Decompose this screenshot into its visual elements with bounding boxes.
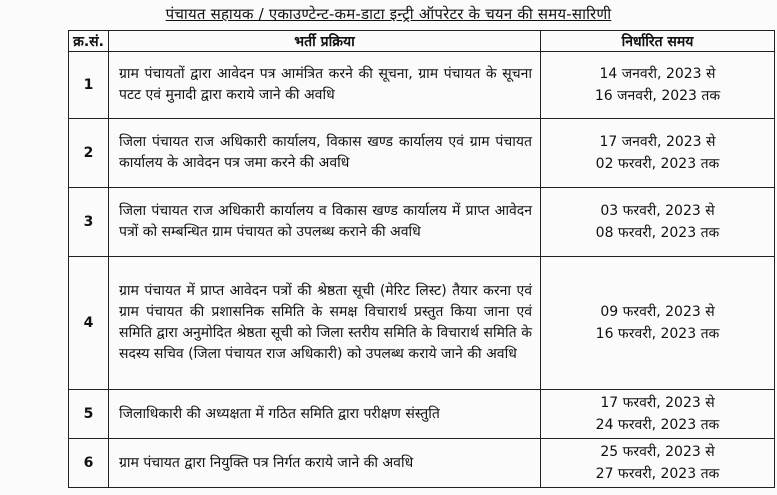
table-row	[69, 188, 775, 257]
date-from: 17 जनवरी, 2023 से	[599, 134, 716, 150]
row-serial: 1	[69, 52, 109, 119]
date-from: 03 फरवरी, 2023 से	[600, 203, 715, 219]
row-schedule	[541, 439, 775, 488]
table-row	[69, 257, 775, 390]
table-row	[69, 52, 775, 119]
date-to: 16 जनवरी, 2023 तक	[594, 88, 721, 104]
date-to: 27 फरवरी, 2023 तक	[595, 466, 720, 482]
row-schedule	[541, 52, 775, 119]
date-to: 24 फरवरी, 2023 तक	[595, 417, 720, 433]
row-serial: 2	[69, 119, 109, 188]
table-row	[69, 439, 775, 488]
date-to: 08 फरवरी, 2023 तक	[595, 225, 720, 241]
row-process: ग्राम पंचायत द्वारा नियुक्ति पत्र निर्गत कराये जाने की अवधि	[109, 439, 541, 488]
row-schedule	[541, 188, 775, 257]
row-process: जिला पंचायत राज अधिकारी कार्यालय, विकास खण्ड कार्यालय एवं ग्राम पंचायत कार्यालय के आवेदन पत्र जमा करने की अवधि	[109, 119, 541, 188]
date-from: 25 फरवरी, 2023 से	[600, 444, 715, 460]
date-to: 16 फरवरी, 2023 तक	[595, 326, 720, 342]
row-serial: 4	[69, 257, 109, 390]
header-process: भर्ती प्रक्रिया	[109, 31, 541, 52]
row-serial: 6	[69, 439, 109, 488]
header-schedule: निर्धारित समय	[541, 31, 775, 52]
table-header-row	[69, 31, 775, 52]
row-schedule	[541, 119, 775, 188]
row-process: ग्राम पंचायतों द्वारा आवेदन पत्र आमंत्रित करने की सूचना, ग्राम पंचायत के सूचना पटट एवं मुनादी द्वारा कराये जाने की अवधि	[109, 52, 541, 119]
row-process: जिलाधिकारी की अध्यक्षता में गठित समिति द्वारा परीक्षण संस्तुति	[109, 390, 541, 439]
date-from: 09 फरवरी, 2023 से	[600, 304, 715, 320]
row-schedule	[541, 390, 775, 439]
schedule-table	[68, 30, 775, 488]
date-from: 17 फरवरी, 2023 से	[600, 395, 715, 411]
table-row	[69, 390, 775, 439]
date-to: 02 फरवरी, 2023 तक	[595, 156, 720, 172]
row-serial: 5	[69, 390, 109, 439]
row-process: जिला पंचायत राज अधिकारी कार्यालय व विकास खण्ड कार्यालय में प्राप्त आवेदन पत्रों को सम्बन्धित ग्राम पंचायत को उपलब्ध कराने की अवधि	[109, 188, 541, 257]
date-from: 14 जनवरी, 2023 से	[599, 66, 716, 82]
row-schedule	[541, 257, 775, 390]
row-serial: 3	[69, 188, 109, 257]
page-title: पंचायत सहायक / एकाउण्टेन्ट-कम-डाटा इन्ट्री ऑपरेटर के चयन की समय-सारिणी	[165, 5, 612, 23]
table-row	[69, 119, 775, 188]
row-process: ग्राम पंचायत में प्राप्त आवेदन पत्रों की श्रेष्ठता सूची (मेरिट लिस्ट) तैयार करना एवं ग्राम पंचायत की प्रशासनिक समिति के समक्ष विचारार्थ प्रस्तुत किया जाना एवं समिति द्वारा अनुमोदित श्रेष्ठता सूची को जिला स्तरीय समिति के विचारार्थ समिति के सदस्य सचिव (जिला पंचायत राज अधिकारी) को उपलब्ध कराये जाने की अवधि	[109, 257, 541, 390]
header-serial: क्र.सं.	[69, 31, 109, 52]
